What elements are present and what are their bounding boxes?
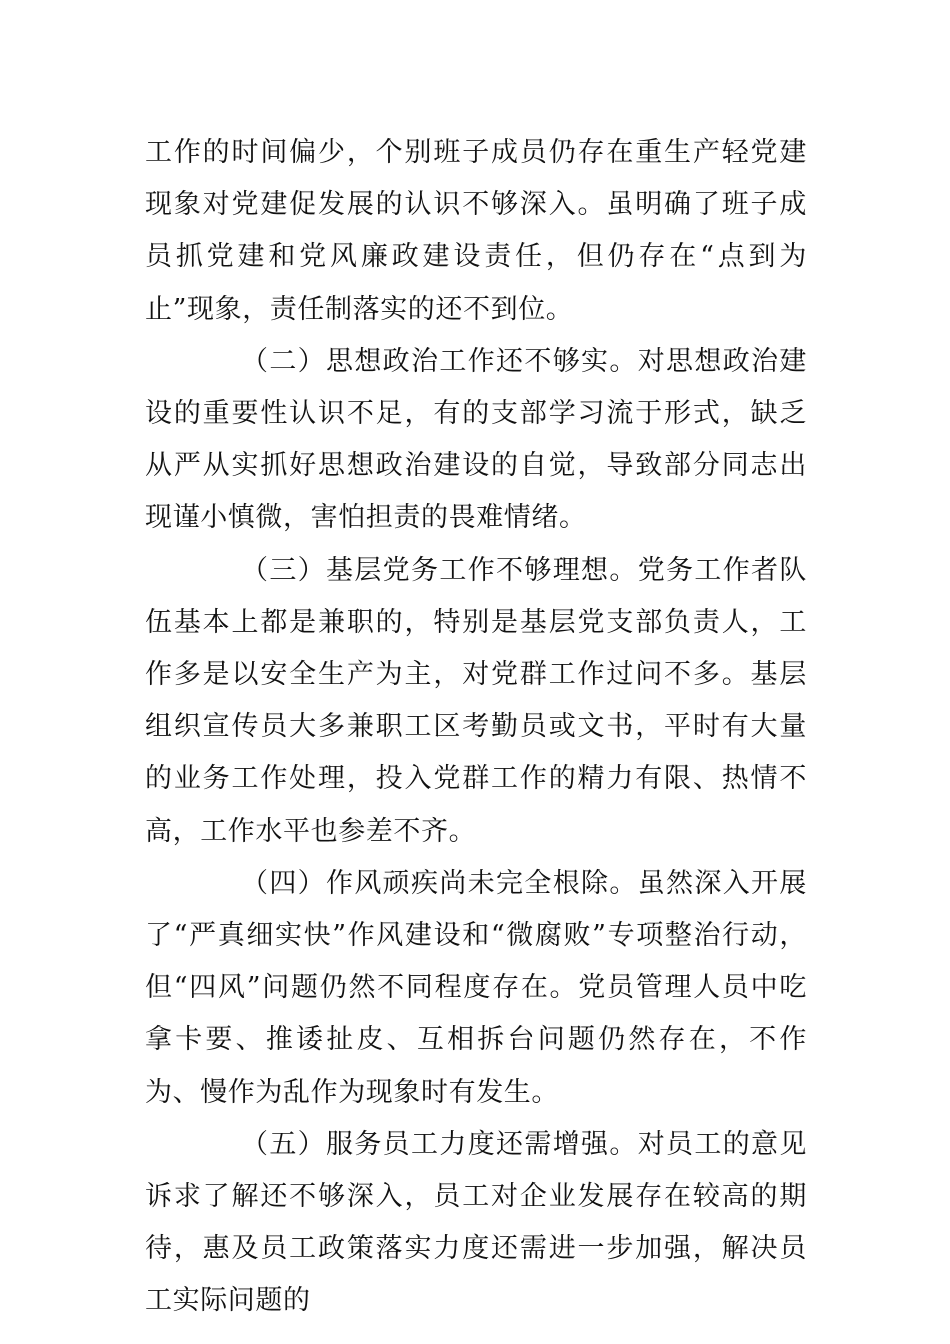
paragraph-section-3: （三）基层党务工作不够理想。党务工作者队伍基本上都是兼职的，特别是基层党支部负责人，工作多是以安全生产为主，对党群工作过问不多。基层组织宣传员大多兼职工区考勤员或文书，平时有大量的业务工作处理，投入党群工作的精力有限、热情不高，工作水平也参差不齐。 — [145, 554, 807, 847]
paragraph-section-2: （二）思想政治工作还不够实。对思想政治建设的重要性认识不足，有的支部学习流于形式，缺乏从严从实抓好思想政治建设的自觉，导致部分同志出现谨小慎微，害怕担责的畏难情绪。 — [145, 345, 807, 534]
document-body — [145, 127, 807, 1328]
paragraph-continuation: 工作的时间偏少，个别班子成员仍存在重生产轻党建现象对党建促发展的认识不够深入。虽明确了班子成员抓党建和党风廉政建设责任，但仍存在“点到为止”现象，责任制落实的还不到位。 — [145, 137, 807, 325]
paragraph-section-4: （四）作风顽疾尚未完全根除。虽然深入开展了“严真细实快”作风建设和“微腐败”专项整治行动，但“四风”问题仍然不同程度存在。党员管理人员中吃拿卡要、推诿扯皮、互相拆台问题仍然存在，不作为、慢作为乱作为现象时有发生。 — [145, 867, 807, 1108]
paragraph-section-5: （五）服务员工力度还需增强。对员工的意见诉求了解还不够深入，员工对企业发展存在较高的期待，惠及员工政策落实力度还需进一步加强，解决员工实际问题的 — [145, 1128, 807, 1317]
